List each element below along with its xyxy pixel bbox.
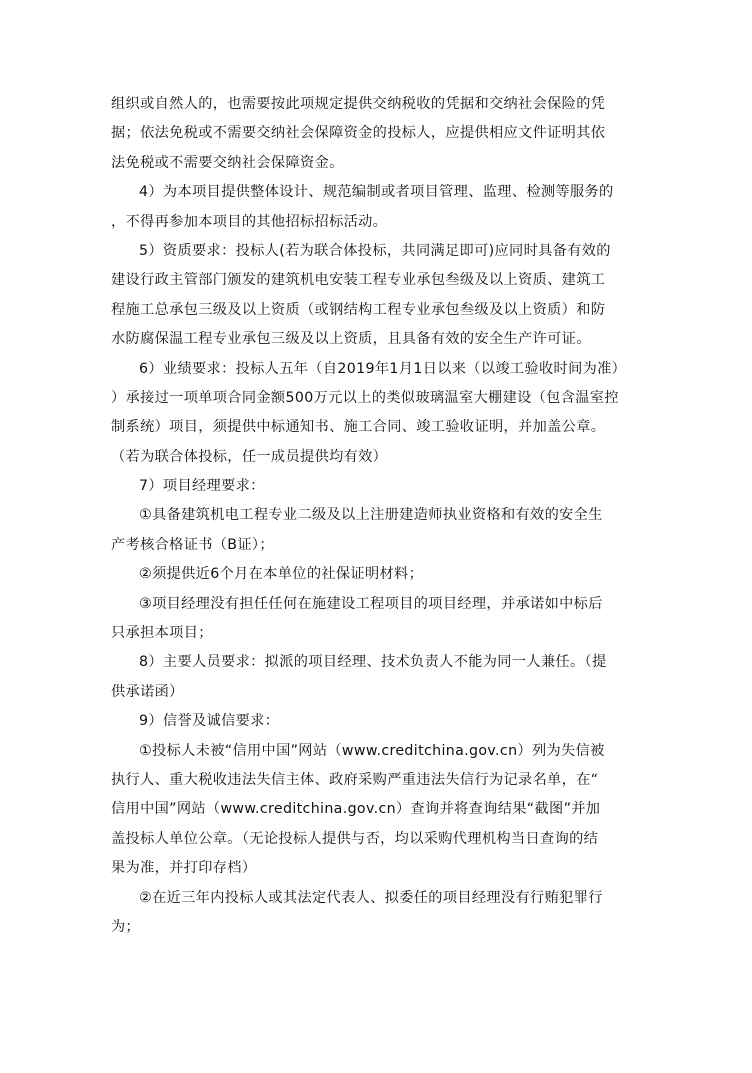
- text-line: （若为联合体投标，任一成员提供均有效）: [111, 448, 388, 465]
- text-line: 程施工总承包三级及以上资质（或钢结构工程专业承包叁级及以上资质）和防: [111, 301, 606, 318]
- text-line: 产考核合格证书（B证）；: [111, 536, 274, 553]
- text-line: 供承诺函）: [111, 683, 184, 700]
- text-line: 信用中国”网站（www.creditchina.gov.cn）查询并将查询结果“截图”并加: [111, 801, 601, 818]
- text-line: ）承接过一项单项合同金额500万元以上的类似玻璃温室大棚建设（包含温室控: [111, 389, 619, 406]
- text-line: ②在近三年内投标人或其法定代表人、拟委任的项目经理没有行贿犯罪行: [139, 889, 603, 906]
- text-line: ①具备建筑机电工程专业二级及以上注册建造师执业资格和有效的安全生: [139, 507, 603, 524]
- text-line: 法免税或不需要交纳社会保障资金。: [111, 154, 344, 171]
- text-line: 6）业绩要求：投标人五年（自2019年1月1日以来（以竣工验收时间为准）: [139, 360, 627, 377]
- text-line: 为；: [111, 918, 141, 935]
- text-line: 执行人、重大税收违法失信主体、政府采购严重违法失信行为记录名单，在“: [111, 771, 599, 788]
- text-line: 7）项目经理要求：: [139, 478, 265, 495]
- text-line: 建设行政主管部门颁发的建筑机电安装工程专业承包叁级及以上资质、建筑工: [111, 272, 606, 289]
- text-line: 4）为本项目提供整体设计、规范编制或者项目管理、监理、检测等服务的: [139, 184, 614, 201]
- text-line: ③项目经理没有担任任何在施建设工程项目的项目经理，并承诺如中标后: [139, 595, 603, 612]
- document-body: [111, 90, 641, 942]
- text-line: 只承担本项目；: [111, 625, 213, 642]
- text-line: 组织或自然人的，也需要按此项规定提供交纳税收的凭据和交纳社会保险的凭: [111, 96, 606, 112]
- text-line: 9）信誉及诚信要求：: [139, 713, 280, 730]
- text-line: ，不得再参加本项目的其他招标招标活动。: [111, 213, 388, 230]
- text-line: 制系统）项目，须提供中标通知书、施工合同、竣工验收证明，并加盖公章。: [111, 419, 606, 436]
- text-line: 据；依法免税或不需要交纳社会保障资金的投标人，应提供相应文件证明其依: [111, 125, 606, 142]
- text-line: 8）主要人员要求：拟派的项目经理、技术负责人不能为同一人兼任。（提: [139, 654, 607, 671]
- text-line: 盖投标人单位公章。（无论投标人提供与否，均以采购代理机构当日查询的结: [111, 830, 599, 847]
- text-line: 水防腐保温工程专业承包三级及以上资质，且具备有效的安全生产许可证。: [111, 331, 591, 348]
- text-line: ②须提供近6个月在本单位的社保证明材料；: [139, 566, 424, 583]
- text-line: 5）资质要求：投标人(若为联合体投标，共同满足即可)应同时具备有效的: [139, 242, 611, 259]
- text-line: ①投标人未被“信用中国”网站（www.creditchina.gov.cn）列为失信被: [139, 742, 605, 759]
- text-line: 果为准，并打印存档）: [111, 860, 257, 877]
